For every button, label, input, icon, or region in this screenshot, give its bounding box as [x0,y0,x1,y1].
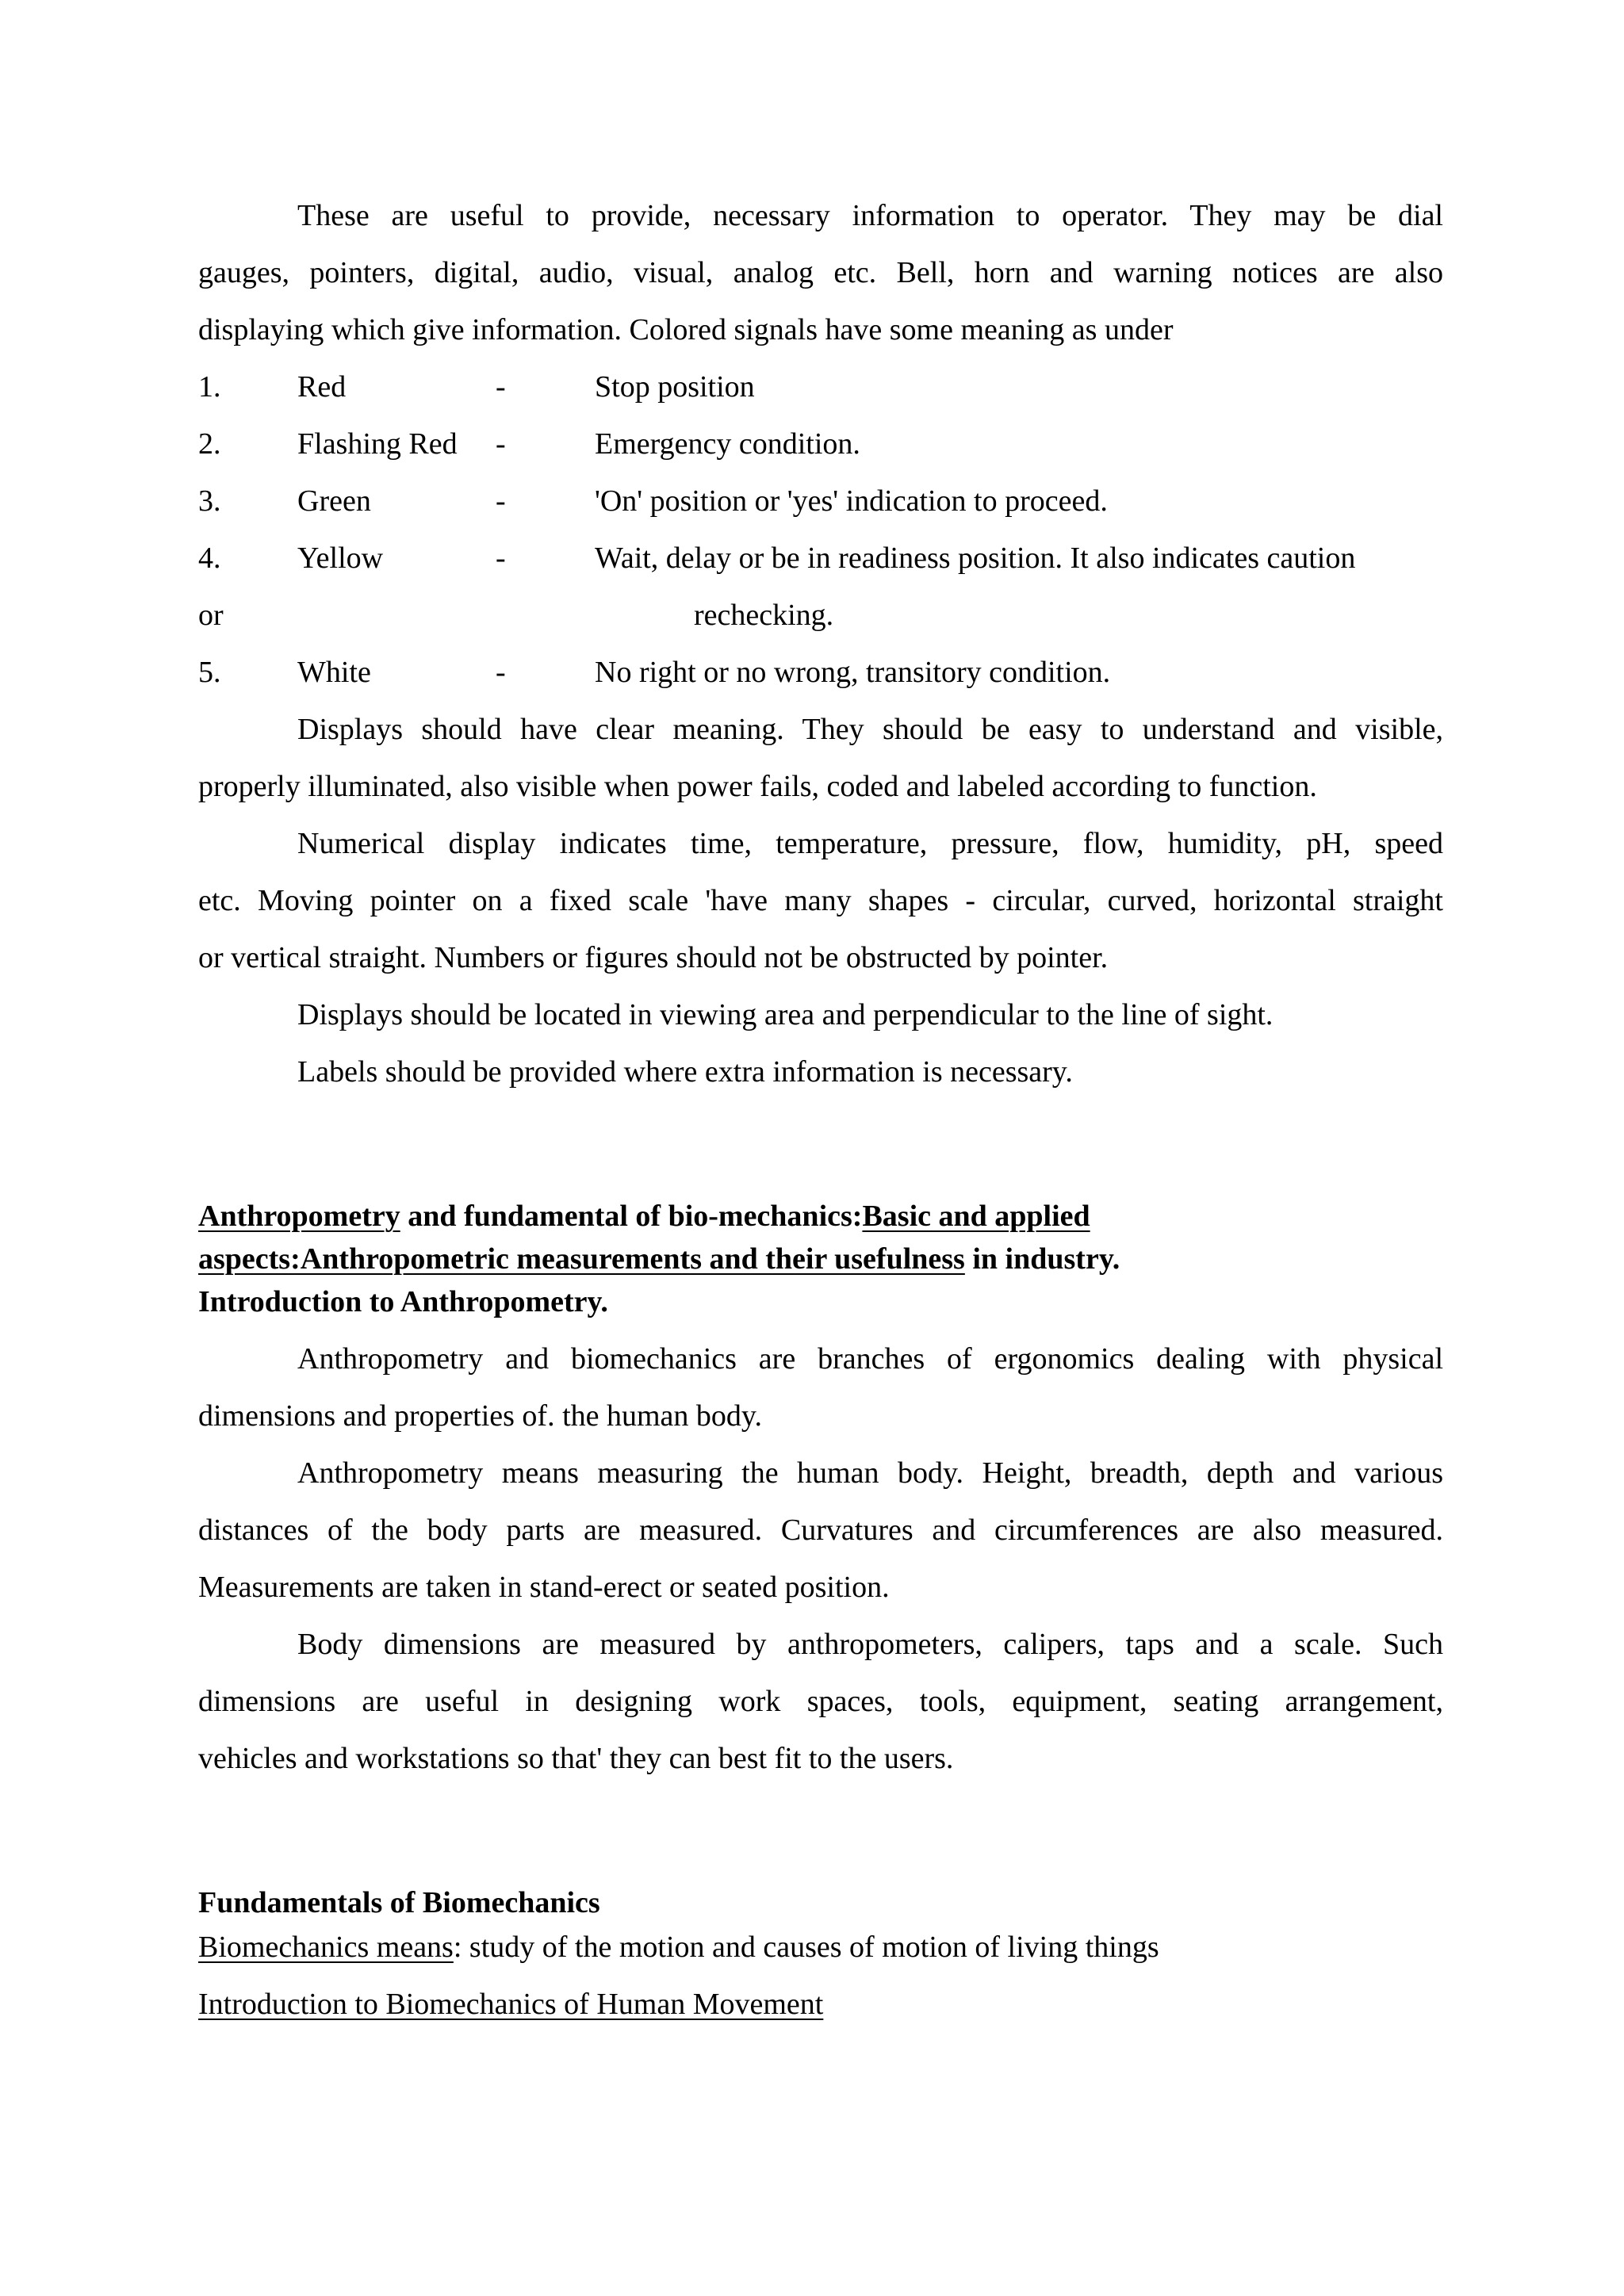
paragraph-line: distances of the body parts are measured. Curvatures and circumferences are also measured. [198,1513,1443,1547]
paragraph-line: Anthropometry and biomechanics are branches of ergonomics dealing with physical [297,1342,1443,1376]
signal-meaning: No right or no wrong, transitory condition. [595,656,1111,689]
paragraph-line: gauges, pointers, digital, audio, visual, analog etc. Bell, horn and warning notices are also [198,256,1443,289]
list-number: 4. [198,541,221,575]
paragraph-line: Numerical display indicates time, temperature, pressure, flow, humidity, pH, speed [297,827,1443,860]
intro-link-text: Introduction to Biomechanics of Human Movement [198,1988,824,2021]
signal-color: Green [297,484,371,518]
paragraph-line: displaying which give information. Colored signals have some meaning as under [198,313,1174,346]
paragraph-line: Displays should have clear meaning. They should be easy to understand and visible, [297,713,1443,746]
paragraph-line: dimensions are useful in designing work spaces, tools, equipment, seating arrangement, [198,1685,1443,1718]
paragraph-line: etc. Moving pointer on a fixed scale 'have many shapes - circular, curved, horizontal straight [198,884,1443,917]
paragraph-line: Labels should be provided where extra information is necessary. [297,1055,1073,1089]
signal-meaning: Emergency condition. [595,427,860,461]
list-number: 1. [198,370,221,404]
paragraph-line: Anthropometry means measuring the human body. Height, breadth, depth and various [297,1456,1443,1490]
list-dash: - [496,427,506,461]
paragraph-line: Displays should be located in viewing area and perpendicular to the line of sight. [297,998,1274,1031]
section-heading [198,1242,1443,1276]
section-heading: Fundamentals of Biomechanics [198,1886,600,1919]
intro-line [198,1987,1443,2022]
signal-color: Yellow [297,541,384,575]
continuation-left: or [198,599,224,632]
list-number: 2. [198,427,221,461]
continuation-right: rechecking. [694,599,834,632]
paragraph-line: properly illuminated, also visible when power fails, coded and labeled according to function. [198,770,1317,803]
heading-aspects: aspects:Anthropometric measurements and their usefulness [198,1242,965,1276]
paragraph-line: or vertical straight. Numbers or figures should not be obstructed by pointer. [198,941,1109,974]
signal-color: Red [297,370,347,404]
heading-basic-applied: Basic and applied [862,1200,1090,1233]
paragraph-line: vehicles and workstations so that' they can best fit to the users. [198,1742,954,1775]
definition-text: : study of the motion and causes of motion of living things [453,1931,1159,1964]
paragraph-line: These are useful to provide, necessary information to operator. They may be dial [297,199,1443,232]
signal-color: Flashing Red [297,427,458,461]
signal-meaning: 'On' position or 'yes' indication to proceed. [595,484,1108,518]
signal-meaning: Wait, delay or be in readiness position. It also indicates caution [595,541,1356,575]
definition-line [198,1930,1443,1965]
heading-text: in industry. [964,1242,1120,1276]
section-heading [198,1199,1443,1234]
list-dash: - [496,484,506,518]
signal-color: White [297,656,371,689]
heading-anthropometry: Anthropometry [198,1200,400,1233]
definition-label: Biomechanics means [198,1931,454,1964]
heading-text: and fundamental of bio-mechanics: [400,1200,863,1233]
paragraph-line: Body dimensions are measured by anthropometers, calipers, taps and a scale. Such [297,1628,1443,1661]
list-dash: - [496,370,506,404]
list-dash: - [496,656,506,689]
list-dash: - [496,541,506,575]
paragraph-line: dimensions and properties of. the human body. [198,1399,762,1433]
signal-meaning: Stop position [595,370,755,404]
paragraph-line: Measurements are taken in stand-erect or seated position. [198,1571,890,1604]
list-number: 5. [198,656,221,689]
list-number: 3. [198,484,221,518]
subheading: Introduction to Anthropometry. [198,1285,608,1318]
